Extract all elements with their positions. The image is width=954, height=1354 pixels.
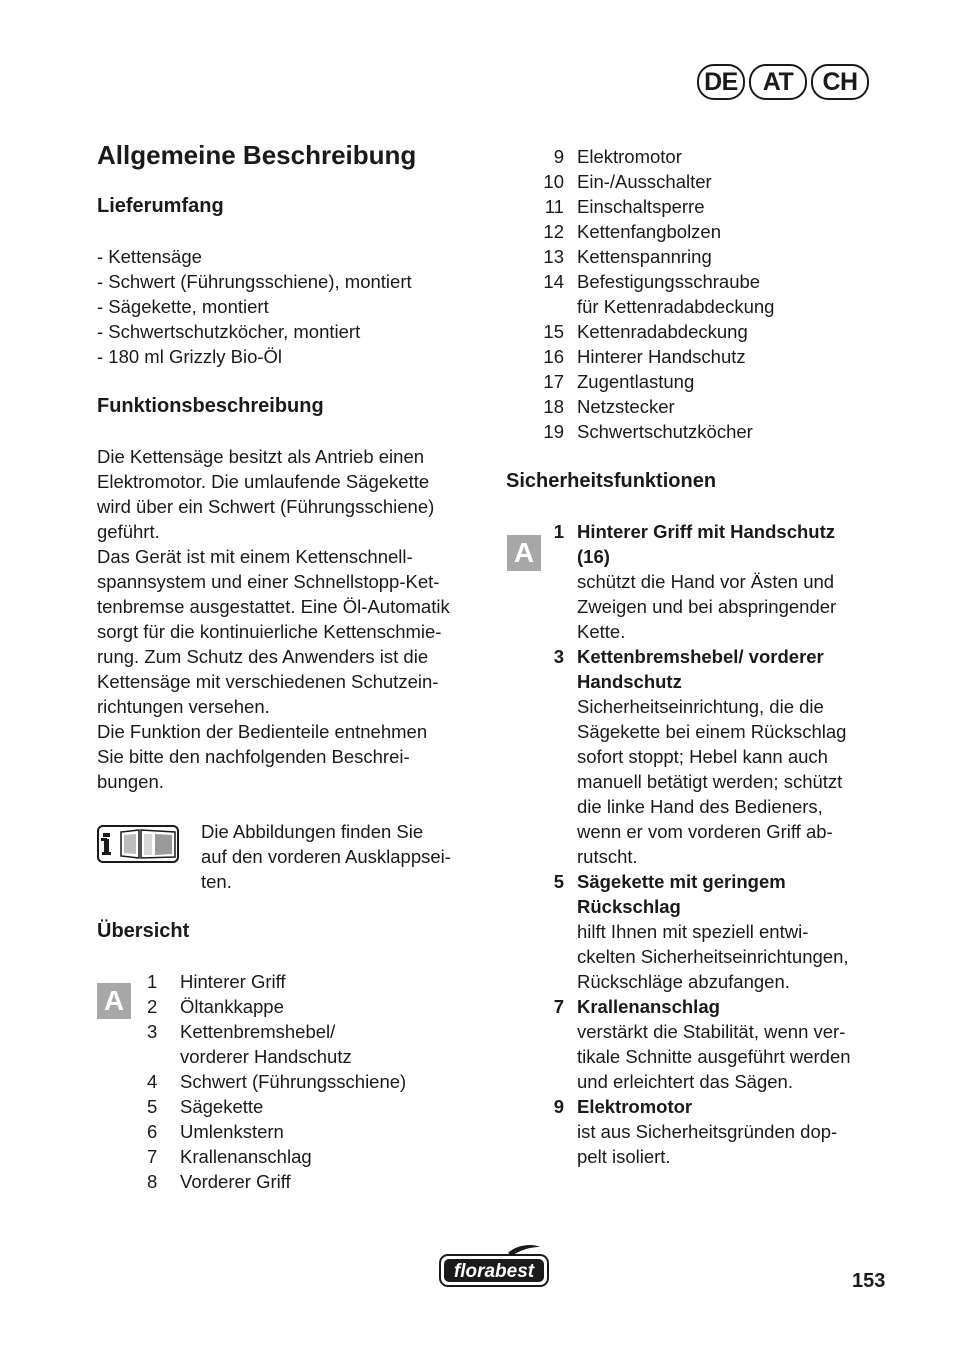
item-number: 10	[543, 171, 564, 192]
item-label: Hinterer Griff	[180, 971, 286, 992]
uebersicht-heading: Übersicht	[97, 920, 190, 942]
list-item	[506, 244, 887, 269]
item-number: 9	[553, 146, 564, 167]
list-item	[506, 369, 887, 394]
text-line: ten.	[201, 871, 232, 892]
item-label-line: vorderer Handschutz	[180, 1046, 352, 1067]
list-item	[506, 994, 887, 1094]
text-line: tenbremse ausgestattet. Eine Öl-Automatik	[97, 596, 450, 617]
item-description: hilft Ihnen mit speziell entwi-	[577, 921, 809, 942]
item-description: ist aus Sicherheitsgründen dop-	[577, 1121, 838, 1142]
item-description: Sicherheitseinrichtung, die die	[577, 696, 824, 717]
item-title: Handschutz	[577, 671, 682, 692]
list-item	[147, 1119, 460, 1144]
florabest-logo	[438, 1244, 550, 1288]
item-number: 17	[543, 371, 564, 392]
item-description: pelt isoliert.	[577, 1146, 671, 1167]
language-badge-ch: CH	[811, 64, 869, 100]
list-item: - Sägekette, montiert	[97, 296, 269, 317]
text-line: spannsystem und einer Schnellstopp-Ket-	[97, 571, 440, 592]
item-title: (16)	[577, 546, 610, 567]
item-number: 15	[543, 321, 564, 342]
lieferumfang-heading: Lieferumfang	[97, 195, 224, 217]
list-item	[506, 1094, 887, 1169]
list-item	[506, 644, 887, 869]
text-line: Elektromotor. Die umlaufende Sägekette	[97, 471, 430, 492]
item-number: 3	[553, 646, 564, 667]
item-label-line: für Kettenradabdeckung	[577, 296, 775, 317]
item-label: Netzstecker	[577, 396, 675, 417]
item-label: Öltankkappe	[180, 996, 284, 1017]
item-label: Kettenspannring	[577, 246, 712, 267]
item-label	[180, 1019, 460, 1069]
item-description: Sägekette bei einem Rückschlag	[577, 721, 847, 742]
item-label-line: Kettenbremshebel/	[180, 1021, 336, 1042]
item-label	[577, 269, 887, 319]
list-item: - 180 ml Grizzly Bio-Öl	[97, 346, 283, 367]
text-line: Kettensäge mit verschiedenen Schutzein-	[97, 671, 439, 692]
item-label: Umlenkstern	[180, 1121, 284, 1142]
item-body	[577, 869, 887, 994]
list-item	[506, 394, 887, 419]
item-description: tikale Schnitte ausgeführt werden	[577, 1046, 851, 1067]
info-book-icon	[97, 825, 179, 863]
text-line: Sie bitte den nachfolgenden Beschrei-	[97, 746, 410, 767]
item-number: 16	[543, 346, 564, 367]
item-number: 2	[147, 996, 158, 1017]
list-item	[506, 319, 887, 344]
item-number: 3	[147, 1021, 158, 1042]
logo-text: florabest	[453, 1261, 535, 1282]
list-item	[506, 144, 887, 169]
item-description: Kette.	[577, 621, 626, 642]
item-label: Vorderer Griff	[180, 1171, 291, 1192]
text-line: bungen.	[97, 771, 164, 792]
item-number: 1	[147, 971, 158, 992]
list-item	[147, 1169, 460, 1194]
page-title: Allgemeine Beschreibung	[97, 140, 417, 170]
item-title: Krallenanschlag	[577, 996, 720, 1017]
list-item	[147, 1094, 460, 1119]
list-item	[147, 1069, 460, 1094]
item-label: Elektromotor	[577, 146, 682, 167]
item-number: 11	[544, 196, 564, 217]
info-text	[201, 819, 491, 894]
item-title: Kettenbremshebel/ vorderer	[577, 646, 824, 667]
list-item	[506, 344, 887, 369]
item-description: und erleichtert das Sägen.	[577, 1071, 793, 1092]
item-description: wenn er vom vorderen Griff ab-	[577, 821, 833, 842]
list-item	[147, 1144, 460, 1169]
language-badges	[697, 64, 869, 100]
item-label: Einschaltsperre	[577, 196, 705, 217]
sicherheit-list	[506, 519, 887, 1169]
item-title: Rückschlag	[577, 896, 681, 917]
item-title: Hinterer Griff mit Handschutz	[577, 521, 835, 542]
item-label: Schwert (Führungsschiene)	[180, 1071, 407, 1092]
list-item: - Schwertschutzköcher, montiert	[97, 321, 361, 342]
item-label: Kettenradabdeckung	[577, 321, 748, 342]
text-line: wird über ein Schwert (Führungsschiene)	[97, 496, 435, 517]
uebersicht-list	[147, 969, 460, 1194]
item-body	[577, 1094, 887, 1169]
list-item: - Kettensäge	[97, 246, 202, 267]
item-body	[577, 519, 887, 644]
text-line: auf den vorderen Ausklappsei-	[201, 846, 451, 867]
text-line: Die Abbildungen finden Sie	[201, 821, 424, 842]
item-label: Krallenanschlag	[180, 1146, 312, 1167]
item-description: ckelten Sicherheitseinrichtungen,	[577, 946, 849, 967]
list-item	[147, 994, 460, 1019]
sicherheit-heading: Sicherheitsfunktionen	[506, 470, 717, 492]
item-description: die linke Hand des Bedieners,	[577, 796, 823, 817]
item-number: 9	[553, 1096, 564, 1117]
uebersicht-list-continued	[506, 144, 887, 444]
item-number: 18	[543, 396, 564, 417]
item-label: Ein-/Ausschalter	[577, 171, 712, 192]
item-body	[577, 644, 887, 869]
item-label-line: Befestigungsschraube	[577, 271, 761, 292]
list-item	[506, 419, 887, 444]
figure-badge: A	[97, 983, 131, 1019]
item-number: 5	[553, 871, 564, 892]
funktion-heading: Funktionsbeschreibung	[97, 395, 324, 417]
text-line: geführt.	[97, 521, 160, 542]
item-number: 4	[147, 1071, 158, 1092]
item-label: Zugentlastung	[577, 371, 695, 392]
list-item	[506, 194, 887, 219]
list-item	[506, 869, 887, 994]
item-label: Kettenfangbolzen	[577, 221, 722, 242]
item-description: Rückschläge abzufangen.	[577, 971, 790, 992]
list-item	[506, 219, 887, 244]
item-label: Sägekette	[180, 1096, 264, 1117]
page-number: 153	[852, 1270, 886, 1292]
item-number: 8	[147, 1171, 158, 1192]
text-line: Die Funktion der Bedienteile entnehmen	[97, 721, 428, 742]
figure-badge: A	[507, 535, 541, 571]
text-line: Die Kettensäge besitzt als Antrieb einen	[97, 446, 425, 467]
item-number: 7	[147, 1146, 158, 1167]
item-description: verstärkt die Stabilität, wenn ver-	[577, 1021, 846, 1042]
list-item	[506, 519, 887, 644]
item-title: Sägekette mit geringem	[577, 871, 786, 892]
item-number: 6	[147, 1121, 158, 1142]
item-title: Elektromotor	[577, 1096, 693, 1117]
item-number: 19	[543, 421, 564, 442]
list-item: - Schwert (Führungsschiene), montiert	[97, 271, 412, 292]
list-item	[506, 169, 887, 194]
text-line: Das Gerät ist mit einem Kettenschnell-	[97, 546, 413, 567]
item-label: Hinterer Handschutz	[577, 346, 746, 367]
item-description: rutscht.	[577, 846, 638, 867]
item-body	[577, 994, 887, 1094]
item-number: 5	[147, 1096, 158, 1117]
item-number: 1	[553, 521, 564, 542]
text-line: rung. Zum Schutz des Anwenders ist die	[97, 646, 429, 667]
language-badge-de: DE	[697, 64, 745, 100]
list-item	[147, 969, 460, 994]
text-line: sorgt für die kontinuierliche Kettenschmie-	[97, 621, 442, 642]
item-description: sofort stoppt; Hebel kann auch	[577, 746, 828, 767]
item-label: Schwertschutzköcher	[577, 421, 753, 442]
item-number: 14	[543, 271, 564, 292]
left-column	[97, 138, 487, 1192]
list-item	[147, 1019, 460, 1069]
list-item	[506, 269, 887, 319]
item-description: Zweigen und bei abspringender	[577, 596, 837, 617]
item-number: 13	[543, 246, 564, 267]
text-line: richtungen versehen.	[97, 696, 270, 717]
item-description: manuell betätigt werden; schützt	[577, 771, 843, 792]
item-number: 12	[543, 221, 564, 242]
item-description: schützt die Hand vor Ästen und	[577, 571, 835, 592]
language-badge-at: AT	[749, 64, 807, 100]
lieferumfang-list	[97, 244, 412, 369]
item-number: 7	[553, 996, 564, 1017]
funktion-paragraph	[97, 444, 487, 794]
